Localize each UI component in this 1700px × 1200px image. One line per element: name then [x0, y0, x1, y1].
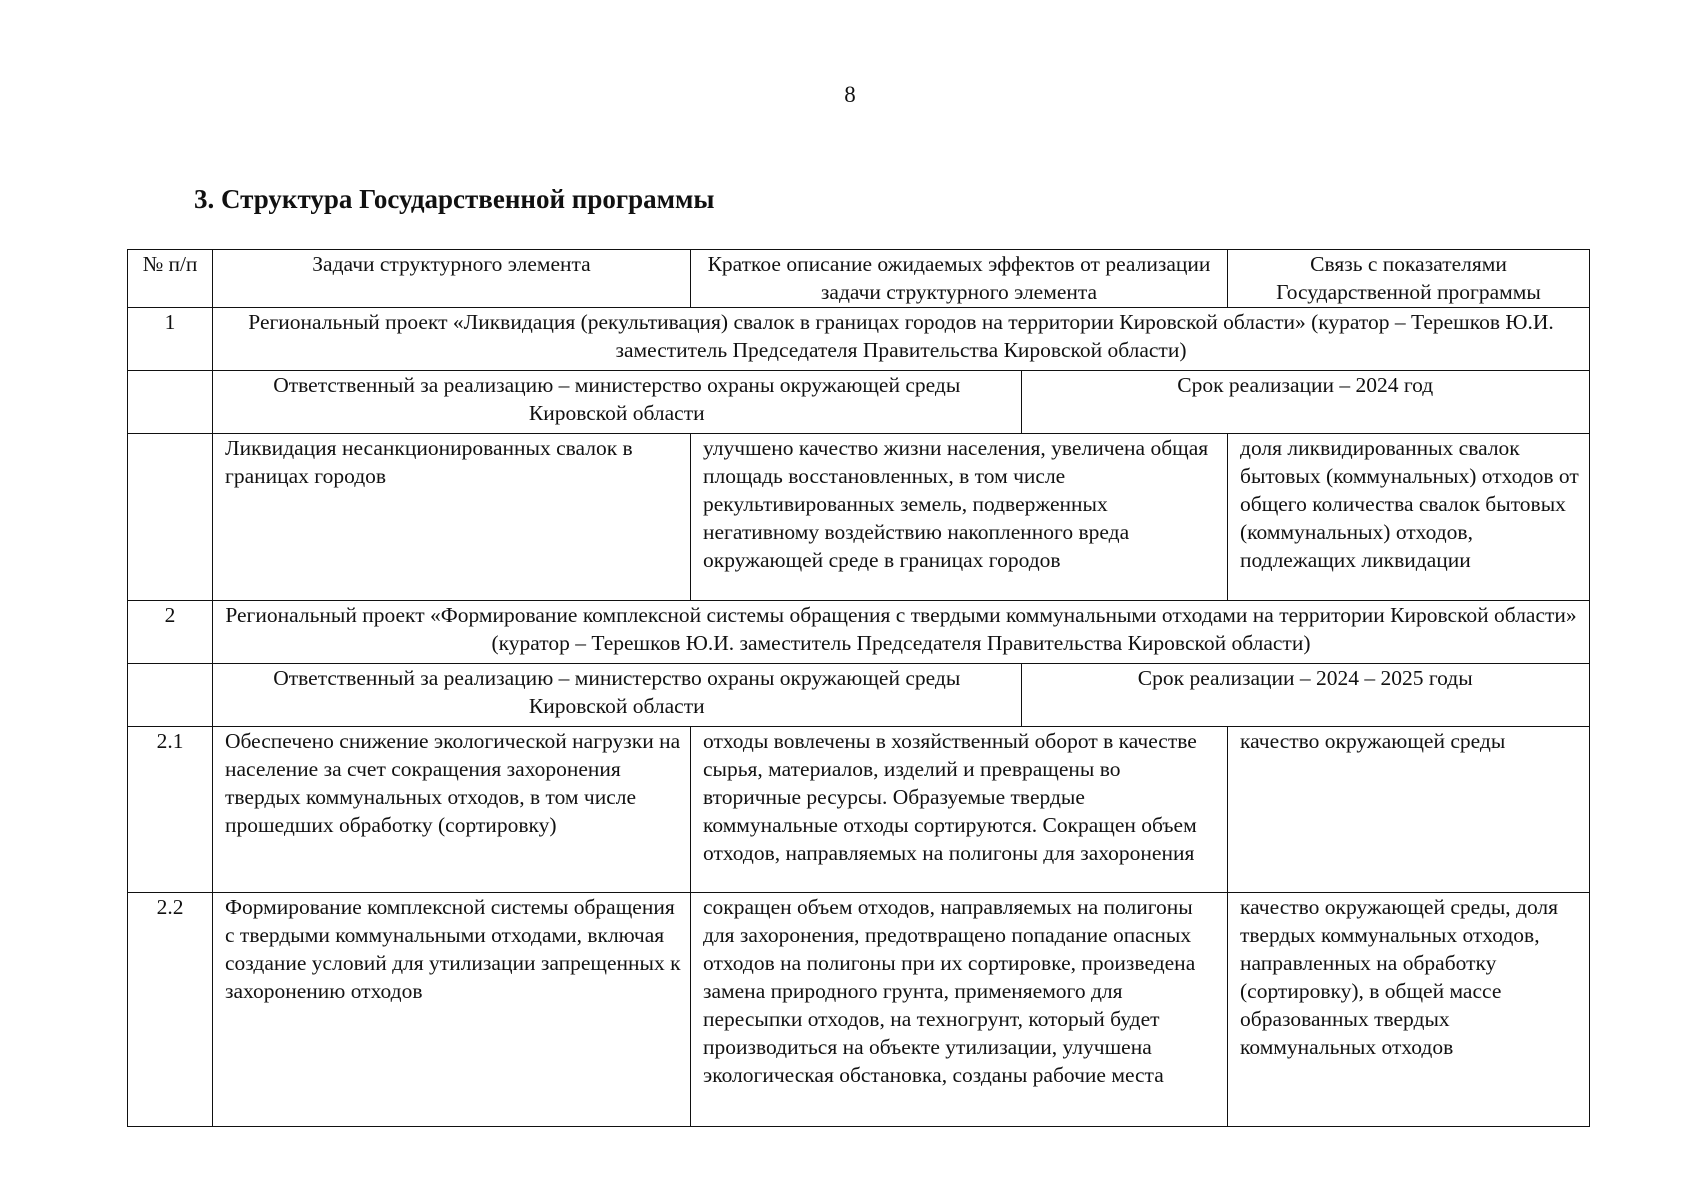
header-indicators: Связь с показателями Государственной программы [1228, 250, 1590, 308]
indicator-cell: качество окружающей среды, доля твердых коммунальных отходов, направленных на обработку (сортировку), в общей массе образованных твердых коммунальных отходов [1228, 893, 1590, 1127]
task-cell: Формирование комплексной системы обращения с твердыми коммунальными отходами, включая создание условий для утилизации запрещенных к захоронению отходов [213, 893, 691, 1127]
page-number: 8 [844, 82, 856, 107]
effect-cell: сокращен объем отходов, направляемых на полигоны для захоронения, предотвращено попадание опасных отходов на полигоны при их сортировке, произведена замена природного грунта, применяемого для пересыпки отходов, на техногрунт, который будет производиться на объекте утилизации, улучшена экологическая обстановка, созданы рабочие места [691, 893, 1228, 1127]
responsible-text: Ответственный за реализацию – министерство охраны окружающей среды Кировской области [213, 664, 1021, 726]
responsible-text: Ответственный за реализацию – министерство охраны окружающей среды Кировской области [213, 371, 1021, 433]
table-row [128, 434, 1590, 601]
project-title: Региональный проект «Формирование комплексной системы обращения с твердыми коммунальными отходами на территории Кировской области» (куратор – Терешков Ю.И. заместитель Председателя Правительства Кировской области) [213, 601, 1590, 664]
header-num: № п/п [128, 250, 213, 308]
project-number: 1 [128, 308, 213, 371]
responsible-row [128, 371, 1590, 434]
header-tasks: Задачи структурного элемента [213, 250, 691, 308]
indicator-cell: доля ликвидированных свалок бытовых (коммунальных) отходов от общего количества свалок бытовых (коммунальных) отходов, подлежащих ликвидации [1228, 434, 1590, 601]
responsible-row [128, 664, 1590, 727]
row-number [128, 434, 213, 601]
indicator-cell: качество окружающей среды [1228, 727, 1590, 893]
program-structure-table [127, 249, 1590, 1127]
empty-cell [128, 371, 213, 434]
section-title: 3. Структура Государственной программы [194, 184, 715, 214]
effect-cell: улучшено качество жизни населения, увеличена общая площадь восстановленных, в том числе рекультивированных земель, подверженных негативному воздействию накопленного вреда окружающей среде в границах городов [691, 434, 1228, 601]
task-cell: Обеспечено снижение экологической нагрузки на население за счет сокращения захоронения твердых коммунальных отходов, в том числе прошедших обработку (сортировку) [213, 727, 691, 893]
term-text: Срок реализации – 2024 год [1177, 373, 1434, 397]
term-text: Срок реализации – 2024 – 2025 годы [1137, 666, 1473, 690]
row-number: 2.2 [128, 893, 213, 1127]
project-title: Региональный проект «Ликвидация (рекультивация) свалок в границах городов на территории Кировской области» (куратор – Терешков Ю.И. заместитель Председателя Правительства Кировской области) [213, 308, 1590, 371]
project-number: 2 [128, 601, 213, 664]
row-number: 2.1 [128, 727, 213, 893]
effect-cell: отходы вовлечены в хозяйственный оборот в качестве сырья, материалов, изделий и превращены во вторичные ресурсы. Образуемые твердые коммунальные отходы сортируются. Сокращен объем отходов, направляемых на полигоны для захоронения [691, 727, 1228, 893]
table-row [128, 893, 1590, 1127]
table-header-row [128, 250, 1590, 308]
task-cell: Ликвидация несанкционированных свалок в границах городов [213, 434, 691, 601]
empty-cell [128, 664, 213, 727]
project-row [128, 601, 1590, 664]
table-row [128, 727, 1590, 893]
header-effects: Краткое описание ожидаемых эффектов от реализации задачи структурного элемента [691, 250, 1228, 308]
project-row [128, 308, 1590, 371]
